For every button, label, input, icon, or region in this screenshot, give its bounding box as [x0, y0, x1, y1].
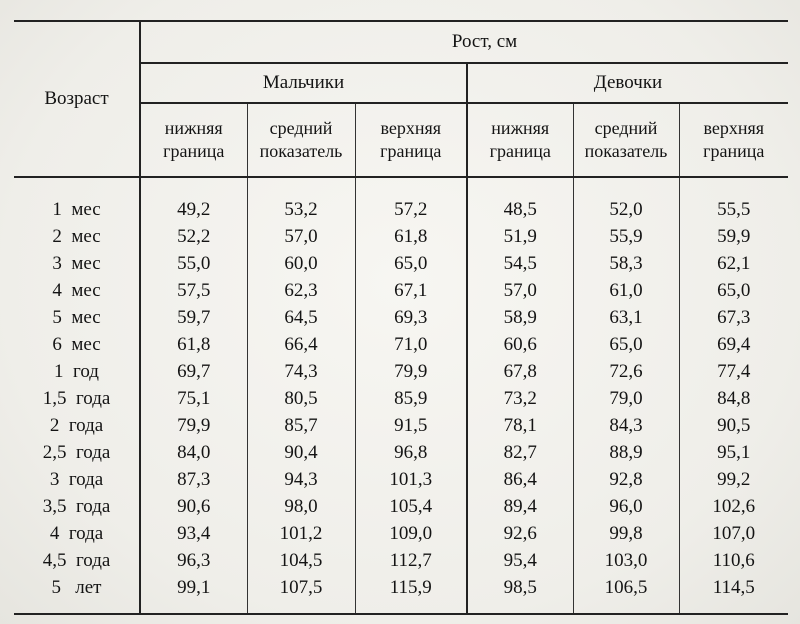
- girls-lower-cell: 82,7: [467, 439, 573, 466]
- boys-upper-cell: 57,2: [355, 177, 467, 223]
- boys-mean-cell: 74,3: [247, 358, 355, 385]
- age-cell: 1,5 года: [14, 385, 140, 412]
- girls-lower-cell: 89,4: [467, 493, 573, 520]
- boys-mean-cell: 80,5: [247, 385, 355, 412]
- header-girls: Девочки: [467, 63, 788, 103]
- girls-upper-cell: 55,5: [717, 198, 751, 220]
- boys-upper-cell: 61,8: [355, 223, 467, 250]
- boys-mean-cell: 101,2: [247, 520, 355, 547]
- table-row: [14, 277, 788, 304]
- girls-mean-cell: 55,9: [573, 223, 679, 250]
- girls-upper-cell: 69,4: [717, 333, 751, 355]
- boys-upper-cell: 96,8: [355, 439, 467, 466]
- boys-lower-cell: 49,2: [140, 177, 247, 223]
- header-height: Рост, см: [140, 21, 788, 63]
- header-line: граница: [163, 141, 225, 161]
- boys-upper-cell: 85,9: [355, 385, 467, 412]
- age-cell: 6 мес: [14, 331, 140, 358]
- girls-lower-cell: 98,5: [467, 574, 573, 614]
- age-cell: 4,5 года: [14, 547, 140, 574]
- girls-lower-cell: 58,9: [467, 304, 573, 331]
- boys-mean-cell: 90,4: [247, 439, 355, 466]
- age-cell: 2 года: [14, 412, 140, 439]
- girls-mean-cell: 63,1: [573, 304, 679, 331]
- header-girls-mean: [573, 103, 679, 177]
- boys-mean-cell: 94,3: [247, 466, 355, 493]
- girls-lower-cell: 57,0: [467, 277, 573, 304]
- header-boys-upper: [355, 103, 467, 177]
- girls-upper-cell: 65,0: [717, 279, 751, 301]
- boys-lower-cell: 57,5: [140, 277, 247, 304]
- boys-mean-cell: 53,2: [247, 177, 355, 223]
- girls-upper-cell: 110,6: [712, 549, 755, 571]
- age-cell: 2,5 года: [14, 439, 140, 466]
- header-girls-upper: [679, 103, 788, 177]
- boys-lower-cell: 90,6: [140, 493, 247, 520]
- girls-upper-cell: 107,0: [712, 522, 756, 544]
- boys-mean-cell: 107,5: [247, 574, 355, 614]
- header-line: граница: [380, 141, 442, 161]
- boys-upper-cell: 69,3: [355, 304, 467, 331]
- header-boys-lower: [140, 103, 247, 177]
- header-line: граница: [489, 141, 551, 161]
- header-line: верхняя: [380, 118, 442, 138]
- age-cell: 1 год: [14, 358, 140, 385]
- boys-upper-cell: 91,5: [355, 412, 467, 439]
- boys-lower-cell: 61,8: [140, 331, 247, 358]
- girls-upper-cell: 90,5: [717, 414, 751, 436]
- age-cell: 2 мес: [14, 223, 140, 250]
- girls-upper-cell: 114,5: [679, 574, 788, 614]
- height-norms-table: [14, 20, 788, 615]
- girls-lower-cell: 48,5: [467, 177, 573, 223]
- header-line: граница: [703, 141, 765, 161]
- table-row: [14, 520, 788, 547]
- boys-upper-cell: 65,0: [355, 250, 467, 277]
- boys-lower-cell: 69,7: [140, 358, 247, 385]
- table-row: [14, 304, 788, 331]
- girls-upper-cell: 59,9: [717, 225, 751, 247]
- boys-lower-cell: 55,0: [140, 250, 247, 277]
- header-boys: Мальчики: [140, 63, 467, 103]
- girls-mean-cell: 52,0: [573, 177, 679, 223]
- girls-mean-cell: 106,5: [573, 574, 679, 614]
- table-row: [14, 547, 788, 574]
- girls-lower-cell: 67,8: [467, 358, 573, 385]
- header-line: средний: [594, 118, 658, 138]
- boys-mean-cell: 64,5: [247, 304, 355, 331]
- girls-upper-cell: 62,1: [717, 252, 751, 274]
- boys-upper-cell: 115,9: [355, 574, 467, 614]
- boys-upper-cell: 67,1: [355, 277, 467, 304]
- boys-upper-cell: 101,3: [355, 466, 467, 493]
- header-line: средний: [269, 118, 333, 138]
- table-row: [14, 358, 788, 385]
- boys-upper-cell: 112,7: [355, 547, 467, 574]
- girls-lower-cell: 60,6: [467, 331, 573, 358]
- age-cell: 4 мес: [14, 277, 140, 304]
- girls-lower-cell: 78,1: [467, 412, 573, 439]
- age-cell: 3 года: [14, 466, 140, 493]
- girls-lower-cell: 92,6: [467, 520, 573, 547]
- girls-lower-cell: 95,4: [467, 547, 573, 574]
- girls-upper-cell: 67,3: [717, 306, 751, 328]
- age-cell: 5 лет: [14, 574, 140, 614]
- boys-upper-cell: 109,0: [355, 520, 467, 547]
- boys-mean-cell: 57,0: [247, 223, 355, 250]
- girls-upper-cell: 84,8: [717, 387, 751, 409]
- boys-mean-cell: 85,7: [247, 412, 355, 439]
- header-boys-mean: [247, 103, 355, 177]
- header-line: верхняя: [703, 118, 765, 138]
- girls-lower-cell: 51,9: [467, 223, 573, 250]
- boys-mean-cell: 66,4: [247, 331, 355, 358]
- header-line: показатель: [259, 141, 343, 161]
- boys-lower-cell: 96,3: [140, 547, 247, 574]
- header-line: нижняя: [164, 118, 223, 138]
- header-line: нижняя: [491, 118, 550, 138]
- table-row: [14, 412, 788, 439]
- table-row: [14, 493, 788, 520]
- table-row: [14, 250, 788, 277]
- girls-mean-cell: 88,9: [573, 439, 679, 466]
- age-cell: 3,5 года: [14, 493, 140, 520]
- age-cell: 1 мес: [14, 177, 140, 223]
- boys-upper-cell: 71,0: [355, 331, 467, 358]
- boys-lower-cell: 99,1: [140, 574, 247, 614]
- girls-upper-cell: 77,4: [717, 360, 751, 382]
- girls-mean-cell: 99,8: [573, 520, 679, 547]
- age-cell: 4 года: [14, 520, 140, 547]
- girls-lower-cell: 86,4: [467, 466, 573, 493]
- boys-lower-cell: 93,4: [140, 520, 247, 547]
- girls-mean-cell: 79,0: [573, 385, 679, 412]
- girls-mean-cell: 103,0: [573, 547, 679, 574]
- girls-mean-cell: 58,3: [573, 250, 679, 277]
- boys-lower-cell: 79,9: [140, 412, 247, 439]
- boys-mean-cell: 62,3: [247, 277, 355, 304]
- boys-upper-cell: 79,9: [355, 358, 467, 385]
- boys-lower-cell: 87,3: [140, 466, 247, 493]
- girls-mean-cell: 84,3: [573, 412, 679, 439]
- boys-lower-cell: 84,0: [140, 439, 247, 466]
- girls-lower-cell: 54,5: [467, 250, 573, 277]
- table-row: [14, 177, 788, 223]
- boys-lower-cell: 75,1: [140, 385, 247, 412]
- girls-mean-cell: 72,6: [573, 358, 679, 385]
- header-line: показатель: [584, 141, 668, 161]
- table-row: [14, 331, 788, 358]
- age-cell: 5 мес: [14, 304, 140, 331]
- header-girls-lower: [467, 103, 573, 177]
- table-row: [14, 439, 788, 466]
- table-row: [14, 574, 788, 614]
- girls-mean-cell: 61,0: [573, 277, 679, 304]
- girls-upper-cell: 99,2: [717, 468, 751, 490]
- girls-lower-cell: 73,2: [467, 385, 573, 412]
- boys-mean-cell: 98,0: [247, 493, 355, 520]
- boys-lower-cell: 52,2: [140, 223, 247, 250]
- boys-mean-cell: 104,5: [247, 547, 355, 574]
- header-age: Возраст: [14, 21, 140, 177]
- boys-lower-cell: 59,7: [140, 304, 247, 331]
- boys-mean-cell: 60,0: [247, 250, 355, 277]
- girls-upper-cell: 102,6: [712, 495, 756, 517]
- age-cell: 3 мес: [14, 250, 140, 277]
- girls-mean-cell: 65,0: [573, 331, 679, 358]
- girls-upper-cell: 95,1: [717, 441, 751, 463]
- girls-mean-cell: 96,0: [573, 493, 679, 520]
- table-row: [14, 466, 788, 493]
- boys-upper-cell: 105,4: [355, 493, 467, 520]
- girls-mean-cell: 92,8: [573, 466, 679, 493]
- table-row: [14, 223, 788, 250]
- table-row: [14, 385, 788, 412]
